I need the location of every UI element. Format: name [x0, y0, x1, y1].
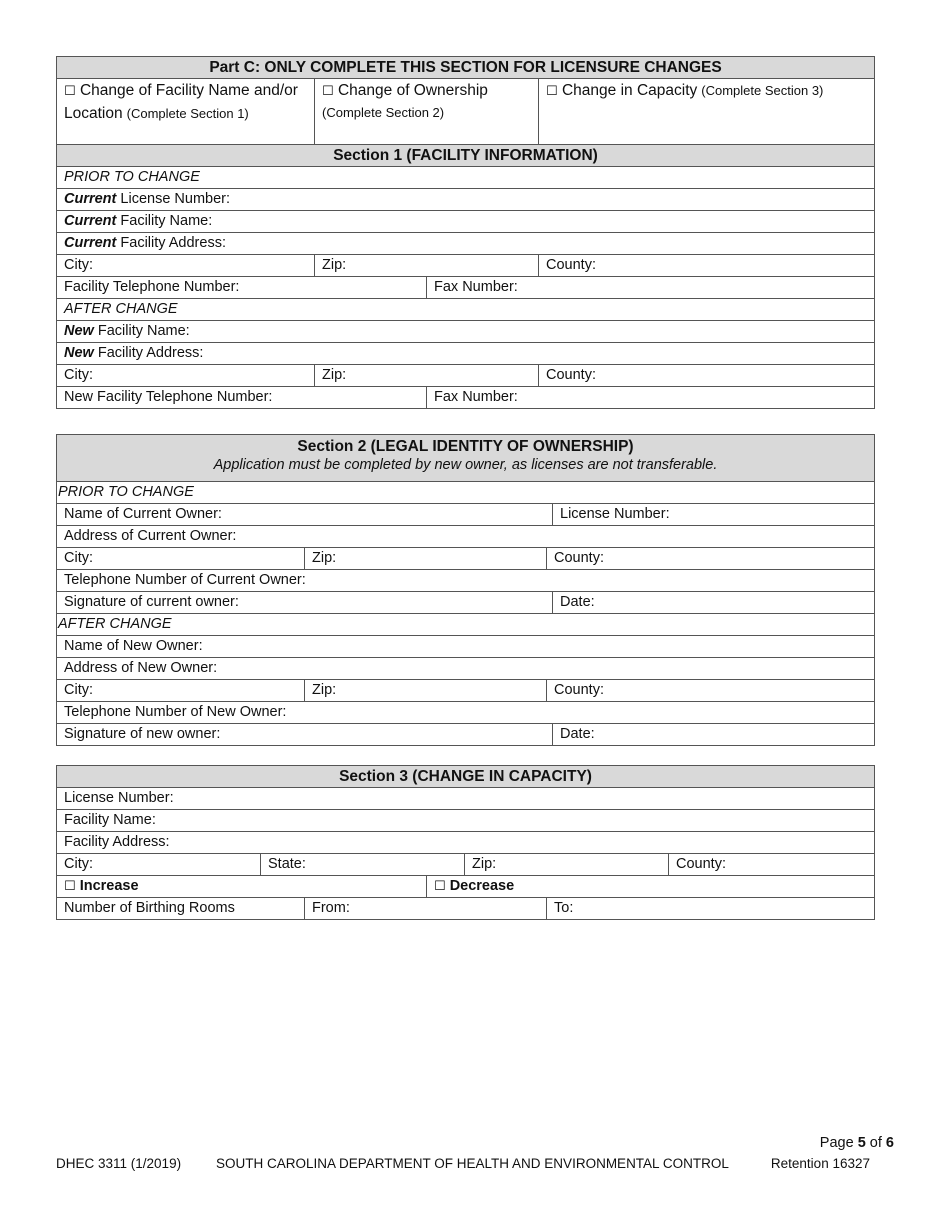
owner-license-number-field[interactable]: License Number:: [553, 504, 875, 526]
after-change-label: AFTER CHANGE: [57, 614, 875, 636]
checkbox-icon[interactable]: ☐: [434, 879, 446, 894]
birthing-rooms-from-field[interactable]: From:: [305, 898, 547, 920]
current-owner-zip-field[interactable]: Zip:: [305, 548, 547, 570]
decrease-option[interactable]: ☐ Decrease: [427, 876, 875, 898]
checkbox-icon[interactable]: ☐: [64, 84, 76, 99]
retention-number: Retention 16327: [770, 1156, 870, 1171]
capacity-zip-field[interactable]: Zip:: [465, 854, 669, 876]
option-capacity[interactable]: ☐ Change in Capacity (Complete Section 3): [539, 79, 875, 145]
section1-table: [56, 56, 875, 409]
new-city-field[interactable]: City:: [57, 365, 315, 387]
agency-name: SOUTH CAROLINA DEPARTMENT OF HEALTH AND ENVIRONMENTAL CONTROL: [216, 1156, 729, 1171]
current-zip-field[interactable]: Zip:: [315, 255, 539, 277]
new-zip-field[interactable]: Zip:: [315, 365, 539, 387]
section1-title: Section 1 (FACILITY INFORMATION): [57, 145, 875, 167]
section3-table: [56, 765, 875, 920]
current-facility-name-field[interactable]: Current Facility Name:: [57, 211, 875, 233]
current-license-number-field[interactable]: Current License Number:: [57, 189, 875, 211]
option-ownership[interactable]: ☐ Change of Ownership (Complete Section 2): [315, 79, 539, 145]
section2-subtitle: Application must be completed by new owner, as licenses are not transferable.: [213, 457, 718, 473]
new-owner-address-field[interactable]: Address of New Owner:: [57, 658, 875, 680]
new-telephone-field[interactable]: New Facility Telephone Number:: [57, 387, 427, 409]
new-facility-address-field[interactable]: New Facility Address:: [57, 343, 875, 365]
page-number: Page 5 of 6: [819, 1135, 894, 1151]
current-owner-county-field[interactable]: County:: [547, 548, 875, 570]
current-owner-phone-field[interactable]: Telephone Number of Current Owner:: [57, 570, 875, 592]
new-owner-name-field[interactable]: Name of New Owner:: [57, 636, 875, 658]
new-owner-city-field[interactable]: City:: [57, 680, 305, 702]
current-owner-address-field[interactable]: Address of Current Owner:: [57, 526, 875, 548]
new-owner-phone-field[interactable]: Telephone Number of New Owner:: [57, 702, 875, 724]
birthing-rooms-label: Number of Birthing Rooms: [57, 898, 305, 920]
increase-option[interactable]: ☐ Increase: [57, 876, 427, 898]
section3-title: Section 3 (CHANGE IN CAPACITY): [57, 766, 875, 788]
capacity-facility-address-field[interactable]: Facility Address:: [57, 832, 875, 854]
birthing-rooms-to-field[interactable]: To:: [547, 898, 875, 920]
after-change-label: AFTER CHANGE: [57, 299, 875, 321]
current-city-field[interactable]: City:: [57, 255, 315, 277]
new-owner-zip-field[interactable]: Zip:: [305, 680, 547, 702]
checkbox-icon[interactable]: ☐: [322, 84, 334, 99]
section2-table: [56, 434, 875, 746]
current-county-field[interactable]: County:: [539, 255, 875, 277]
capacity-county-field[interactable]: County:: [669, 854, 875, 876]
current-owner-name-field[interactable]: Name of Current Owner:: [57, 504, 553, 526]
capacity-license-number-field[interactable]: License Number:: [57, 788, 875, 810]
current-fax-field[interactable]: Fax Number:: [427, 277, 875, 299]
new-owner-county-field[interactable]: County:: [547, 680, 875, 702]
current-facility-address-field[interactable]: Current Facility Address:: [57, 233, 875, 255]
capacity-facility-name-field[interactable]: Facility Name:: [57, 810, 875, 832]
checkbox-icon[interactable]: ☐: [546, 84, 558, 99]
section2-title: Section 2 (LEGAL IDENTITY OF OWNERSHIP): [297, 438, 634, 455]
new-fax-field[interactable]: Fax Number:: [427, 387, 875, 409]
option-name-location[interactable]: ☐ Change of Facility Name and/or Location (Complete Section 1): [57, 79, 315, 145]
prior-to-change-label: PRIOR TO CHANGE: [57, 482, 875, 504]
new-county-field[interactable]: County:: [539, 365, 875, 387]
prior-to-change-label: PRIOR TO CHANGE: [57, 167, 875, 189]
section2-header: [57, 435, 875, 482]
new-facility-name-field[interactable]: New Facility Name:: [57, 321, 875, 343]
new-owner-date-field[interactable]: Date:: [553, 724, 875, 746]
part-c-title: Part C: ONLY COMPLETE THIS SECTION FOR LICENSURE CHANGES: [57, 57, 875, 79]
form-id: DHEC 3311 (1/2019): [56, 1156, 182, 1171]
checkbox-icon[interactable]: ☐: [64, 879, 76, 894]
current-telephone-field[interactable]: Facility Telephone Number:: [57, 277, 427, 299]
current-owner-date-field[interactable]: Date:: [553, 592, 875, 614]
new-owner-signature-field[interactable]: Signature of new owner:: [57, 724, 553, 746]
capacity-state-field[interactable]: State:: [261, 854, 465, 876]
current-owner-signature-field[interactable]: Signature of current owner:: [57, 592, 553, 614]
capacity-city-field[interactable]: City:: [57, 854, 261, 876]
current-owner-city-field[interactable]: City:: [57, 548, 305, 570]
